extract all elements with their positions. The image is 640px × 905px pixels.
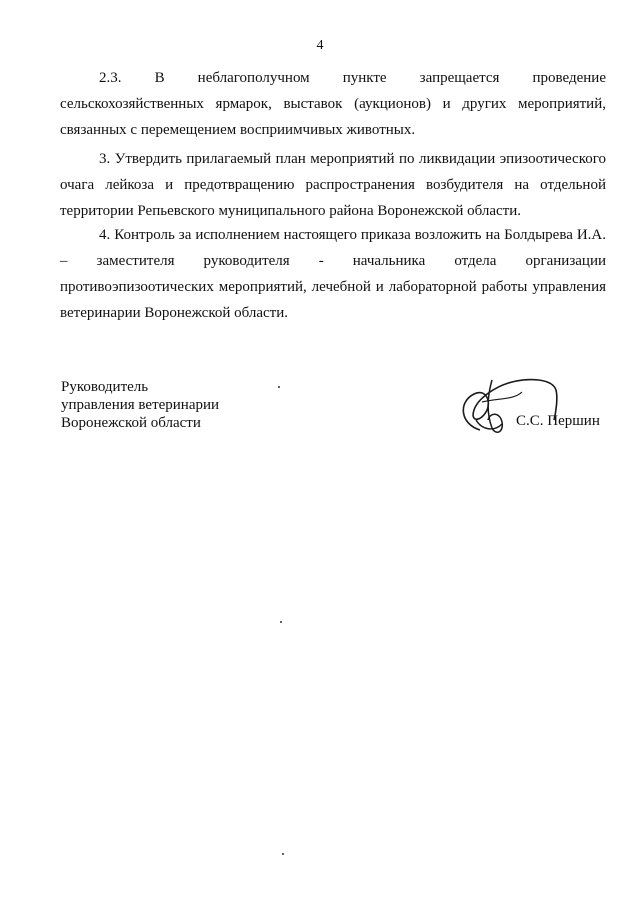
- page-number: 4: [316, 38, 324, 53]
- handwritten-signature-icon: [452, 372, 572, 442]
- paragraph-4: 4. Контроль за исполнением настоящего приказа возложить на Болдырева И.А. – заместителя руководителя - начальника отдела организации противоэпизоотических мероприятий, лечебной и лабораторной работы управления ветеринарии Воронежской области.: [60, 227, 606, 321]
- paragraph-3: 3. Утвердить прилагаемый план мероприятий по ликвидации эпизоотического очага лейкоза и предотвращению распространения возбудителя на отдельной территории Репьевского муниципального района Воронежской области.: [60, 151, 606, 219]
- signer-name: С.С. Першин: [516, 413, 600, 429]
- signatory-title-line-2: управления ветеринарии: [61, 397, 220, 413]
- scan-speck: [280, 621, 282, 623]
- scan-speck: [278, 386, 280, 388]
- signatory-title-line-1: Руководитель: [61, 379, 149, 395]
- scan-speck: [282, 853, 284, 855]
- signatory-title-line-3: Воронежской области: [61, 415, 201, 431]
- signatory-title: [61, 378, 219, 432]
- paragraph-2-3: 2.3. В неблагополучном пункте запрещается проведение сельскохозяйственных ярмарок, выставок (аукционов) и других мероприятий, связанных с перемещением восприимчивых животных.: [60, 70, 606, 138]
